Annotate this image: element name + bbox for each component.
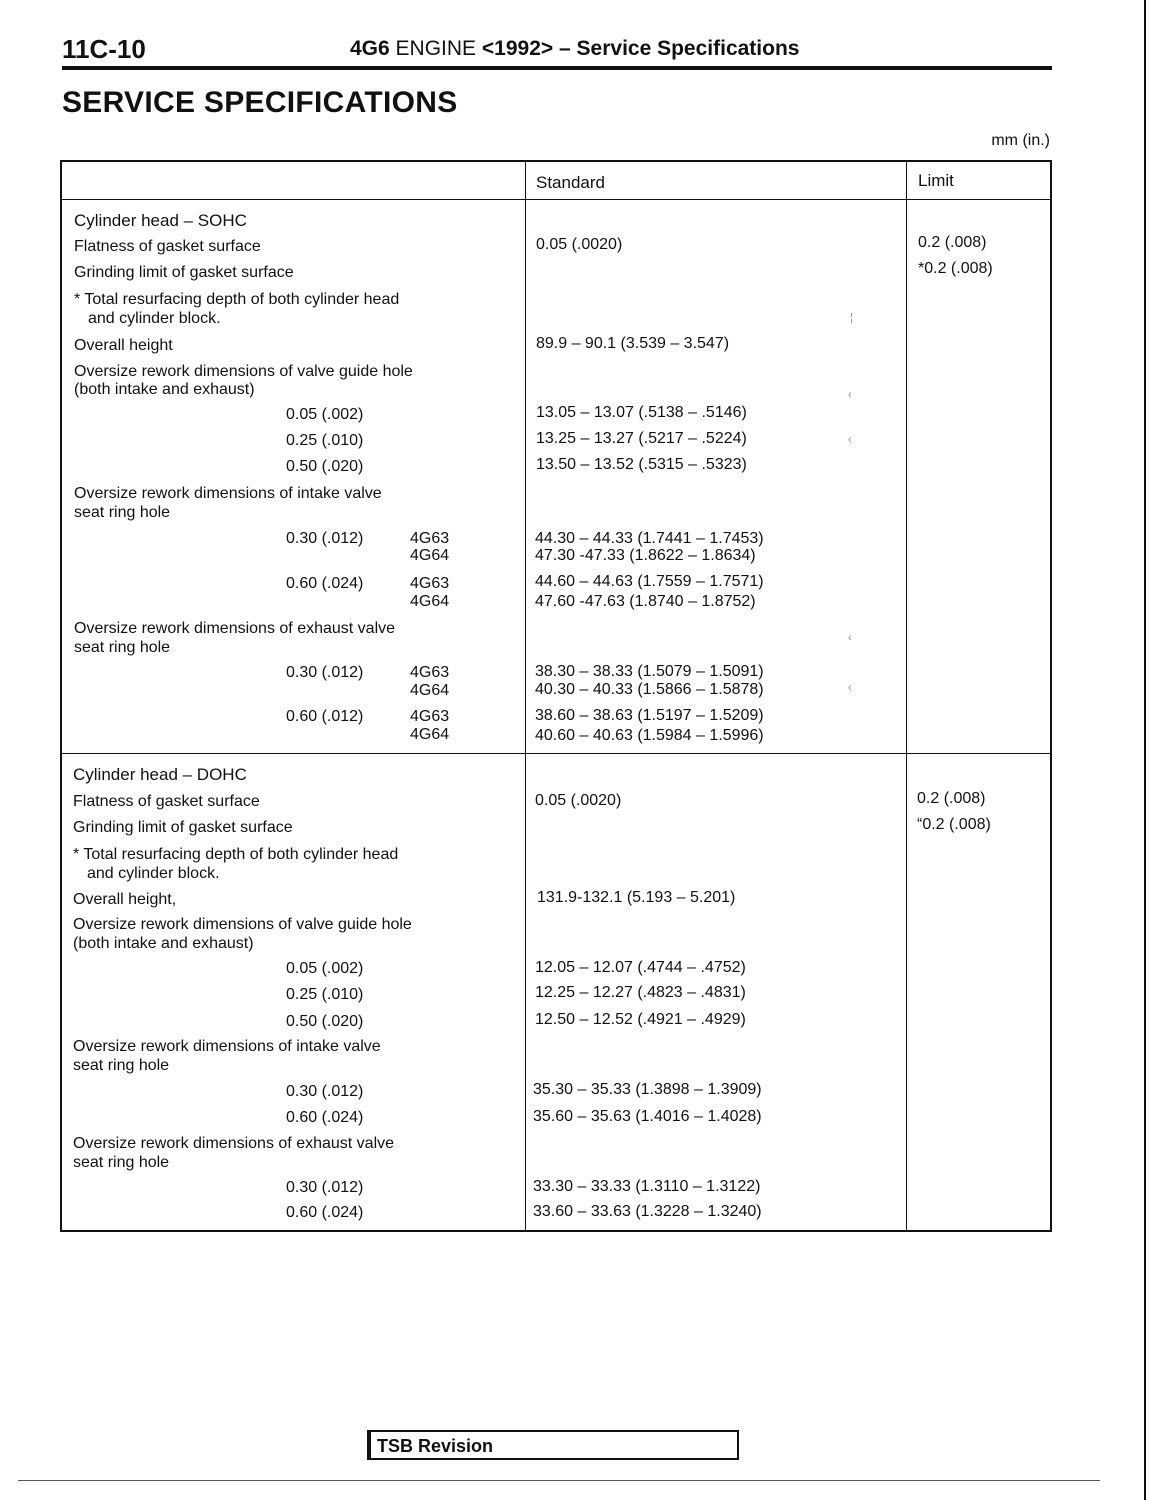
sohc-intake-model-4g63: 4G63	[410, 575, 450, 592]
page-number: 11C-10	[62, 34, 146, 64]
sohc-valve-guide-label-1: Oversize rework dimensions of valve guide hole	[74, 363, 413, 380]
sohc-flatness-label: Flatness of gasket surface	[74, 238, 261, 255]
dohc-exhaust-std-1: 33.30 – 33.33 (1.3110 – 1.3122)	[533, 1178, 761, 1195]
sohc-intake-model-4g64: 4G64	[410, 593, 450, 610]
page-title: SERVICE SPECIFICATIONS	[62, 86, 458, 119]
dohc-intake-std-1: 35.30 – 35.33 (1.3898 – 1.3909)	[533, 1081, 762, 1098]
scan-speck: ¦	[850, 312, 853, 324]
dohc-note-line-2: and cylinder block.	[87, 865, 220, 882]
sohc-exhaust-label-2: seat ring hole	[74, 639, 171, 656]
dohc-intake-oversize-1: 0.30 (.012)	[286, 1083, 364, 1100]
dohc-valve-guide-label-1: Oversize rework dimensions of valve guide hole	[73, 916, 412, 933]
dohc-exhaust-std-2: 33.60 – 33.63 (1.3228 – 1.3240)	[533, 1203, 762, 1220]
sohc-valve-guide-label-2: (both intake and exhaust)	[74, 381, 255, 398]
header-section: Service Specifications	[576, 37, 800, 60]
dohc-note-line-1: * Total resurfacing depth of both cylinder head	[73, 846, 399, 863]
sohc-vg-oversize-2: 0.25 (.010)	[286, 432, 364, 449]
sohc-vg-std-3: 13.50 – 13.52 (.5315 – .5323)	[536, 456, 747, 473]
dohc-exhaust-label-1: Oversize rework dimensions of exhaust valve	[73, 1135, 395, 1152]
scan-speck: ‹	[848, 434, 852, 446]
sohc-exhaust-oversize-2: 0.60 (.012)	[286, 708, 364, 725]
sohc-intake-oversize-2: 0.60 (.024)	[286, 575, 364, 592]
scan-speck: ‹	[848, 632, 852, 644]
dohc-vg-oversize-2: 0.25 (.010)	[286, 986, 364, 1003]
col-header-standard: Standard	[536, 173, 605, 192]
col-divider-2	[906, 162, 907, 1230]
right-edge-rule	[1144, 0, 1146, 1500]
dohc-vg-std-2: 12.25 – 12.27 (.4823 – .4831)	[535, 984, 746, 1001]
sohc-note-line-2: and cylinder block.	[88, 310, 221, 327]
sohc-vg-std-1: 13.05 – 13.07 (.5138 – .5146)	[536, 404, 747, 421]
header-engine: 4G6	[350, 37, 390, 60]
dohc-vg-oversize-1: 0.05 (.002)	[286, 960, 364, 977]
page-header	[62, 34, 1052, 70]
header-year: <1992>	[481, 37, 554, 60]
sohc-heading: Cylinder head – SOHC	[74, 211, 247, 230]
footer-rule	[18, 1480, 1100, 1481]
sohc-exhaust-std-4: 40.60 – 40.63 (1.5984 – 1.5996)	[535, 727, 764, 744]
sohc-grinding-label: Grinding limit of gasket surface	[74, 264, 294, 281]
sohc-intake-std-3: 44.60 – 44.63 (1.7559 – 1.7571)	[535, 573, 764, 590]
dohc-vg-std-3: 12.50 – 12.52 (.4921 – .4929)	[535, 1011, 746, 1028]
dohc-valve-guide-label-2: (both intake and exhaust)	[73, 935, 254, 952]
dohc-exhaust-oversize-2: 0.60 (.024)	[286, 1204, 364, 1221]
dohc-flatness-std: 0.05 (.0020)	[535, 792, 622, 809]
sohc-intake-std-4: 47.60 -47.63 (1.8740 – 1.8752)	[535, 593, 756, 610]
sohc-vg-oversize-1: 0.05 (.002)	[286, 406, 364, 423]
sohc-exhaust-oversize-1: 0.30 (.012)	[286, 664, 364, 681]
sohc-intake-oversize-1: 0.30 (.012)	[286, 530, 364, 547]
dohc-flatness-limit: 0.2 (.008)	[917, 790, 986, 807]
tsb-revision-box	[367, 1430, 739, 1460]
sohc-overall-std: 89.9 – 90.1 (3.539 – 3.547)	[536, 335, 730, 352]
header-row-divider	[62, 199, 1050, 200]
dohc-intake-std-2: 35.60 – 35.63 (1.4016 – 1.4028)	[533, 1108, 762, 1125]
header-engine-word: ENGINE	[395, 37, 477, 60]
sohc-vg-std-2: 13.25 – 13.27 (.5217 – .5224)	[536, 430, 747, 447]
dohc-grinding-limit: “0.2 (.008)	[917, 816, 991, 833]
sohc-intake-model-4g64: 4G64	[410, 547, 450, 564]
sohc-exhaust-model-4g64: 4G64	[410, 726, 450, 743]
sohc-exhaust-model-4g64: 4G64	[410, 682, 450, 699]
sohc-grinding-limit: *0.2 (.008)	[918, 260, 993, 277]
sohc-intake-std-2: 47.30 -47.33 (1.8622 – 1.8634)	[535, 547, 756, 564]
sohc-exhaust-std-3: 38.60 – 38.63 (1.5197 – 1.5209)	[535, 707, 764, 724]
spec-table	[60, 160, 1052, 1232]
tsb-revision-label: TSB Revision	[377, 1436, 494, 1456]
dohc-grinding-label: Grinding limit of gasket surface	[73, 819, 293, 836]
header-dash: –	[559, 37, 571, 60]
col-divider-1	[525, 162, 526, 1230]
sohc-intake-label-1: Oversize rework dimensions of intake valve	[74, 485, 382, 502]
sohc-exhaust-model-4g63: 4G63	[410, 664, 450, 681]
dohc-flatness-label: Flatness of gasket surface	[73, 793, 260, 810]
sohc-overall-label: Overall height	[74, 337, 173, 354]
dohc-exhaust-label-2: seat ring hole	[73, 1154, 170, 1171]
sohc-intake-label-2: seat ring hole	[74, 504, 171, 521]
sohc-exhaust-std-1: 38.30 – 38.33 (1.5079 – 1.5091)	[535, 663, 764, 680]
sohc-vg-oversize-3: 0.50 (.020)	[286, 458, 364, 475]
sohc-flatness-std: 0.05 (.0020)	[536, 236, 623, 253]
header-title	[350, 37, 799, 61]
scan-speck: ‹	[848, 682, 852, 694]
sohc-flatness-limit: 0.2 (.008)	[918, 234, 987, 251]
dohc-intake-label-1: Oversize rework dimensions of intake valve	[73, 1038, 381, 1055]
sohc-exhaust-std-2: 40.30 – 40.33 (1.5866 – 1.5878)	[535, 681, 764, 698]
dohc-intake-label-2: seat ring hole	[73, 1057, 170, 1074]
dohc-intake-oversize-2: 0.60 (.024)	[286, 1109, 364, 1126]
sohc-intake-std-1: 44.30 – 44.33 (1.7441 – 1.7453)	[535, 530, 764, 547]
sohc-exhaust-label-1: Oversize rework dimensions of exhaust valve	[74, 620, 396, 637]
dohc-overall-std: 131.9-132.1 (5.193 – 5.201)	[537, 889, 736, 906]
sohc-exhaust-model-4g63: 4G63	[410, 708, 450, 725]
sohc-note-line-1: * Total resurfacing depth of both cylinder head	[74, 291, 400, 308]
scan-speck: ‹	[848, 389, 852, 401]
col-header-limit: Limit	[918, 171, 954, 190]
sohc-intake-model-4g63: 4G63	[410, 530, 450, 547]
dohc-vg-std-1: 12.05 – 12.07 (.4744 – .4752)	[535, 959, 746, 976]
dohc-overall-label: Overall height,	[73, 891, 177, 908]
dohc-heading: Cylinder head – DOHC	[73, 765, 247, 784]
section-divider	[62, 753, 1050, 754]
dohc-vg-oversize-3: 0.50 (.020)	[286, 1013, 364, 1030]
units-label: mm (in.)	[991, 132, 1050, 149]
dohc-exhaust-oversize-1: 0.30 (.012)	[286, 1179, 364, 1196]
